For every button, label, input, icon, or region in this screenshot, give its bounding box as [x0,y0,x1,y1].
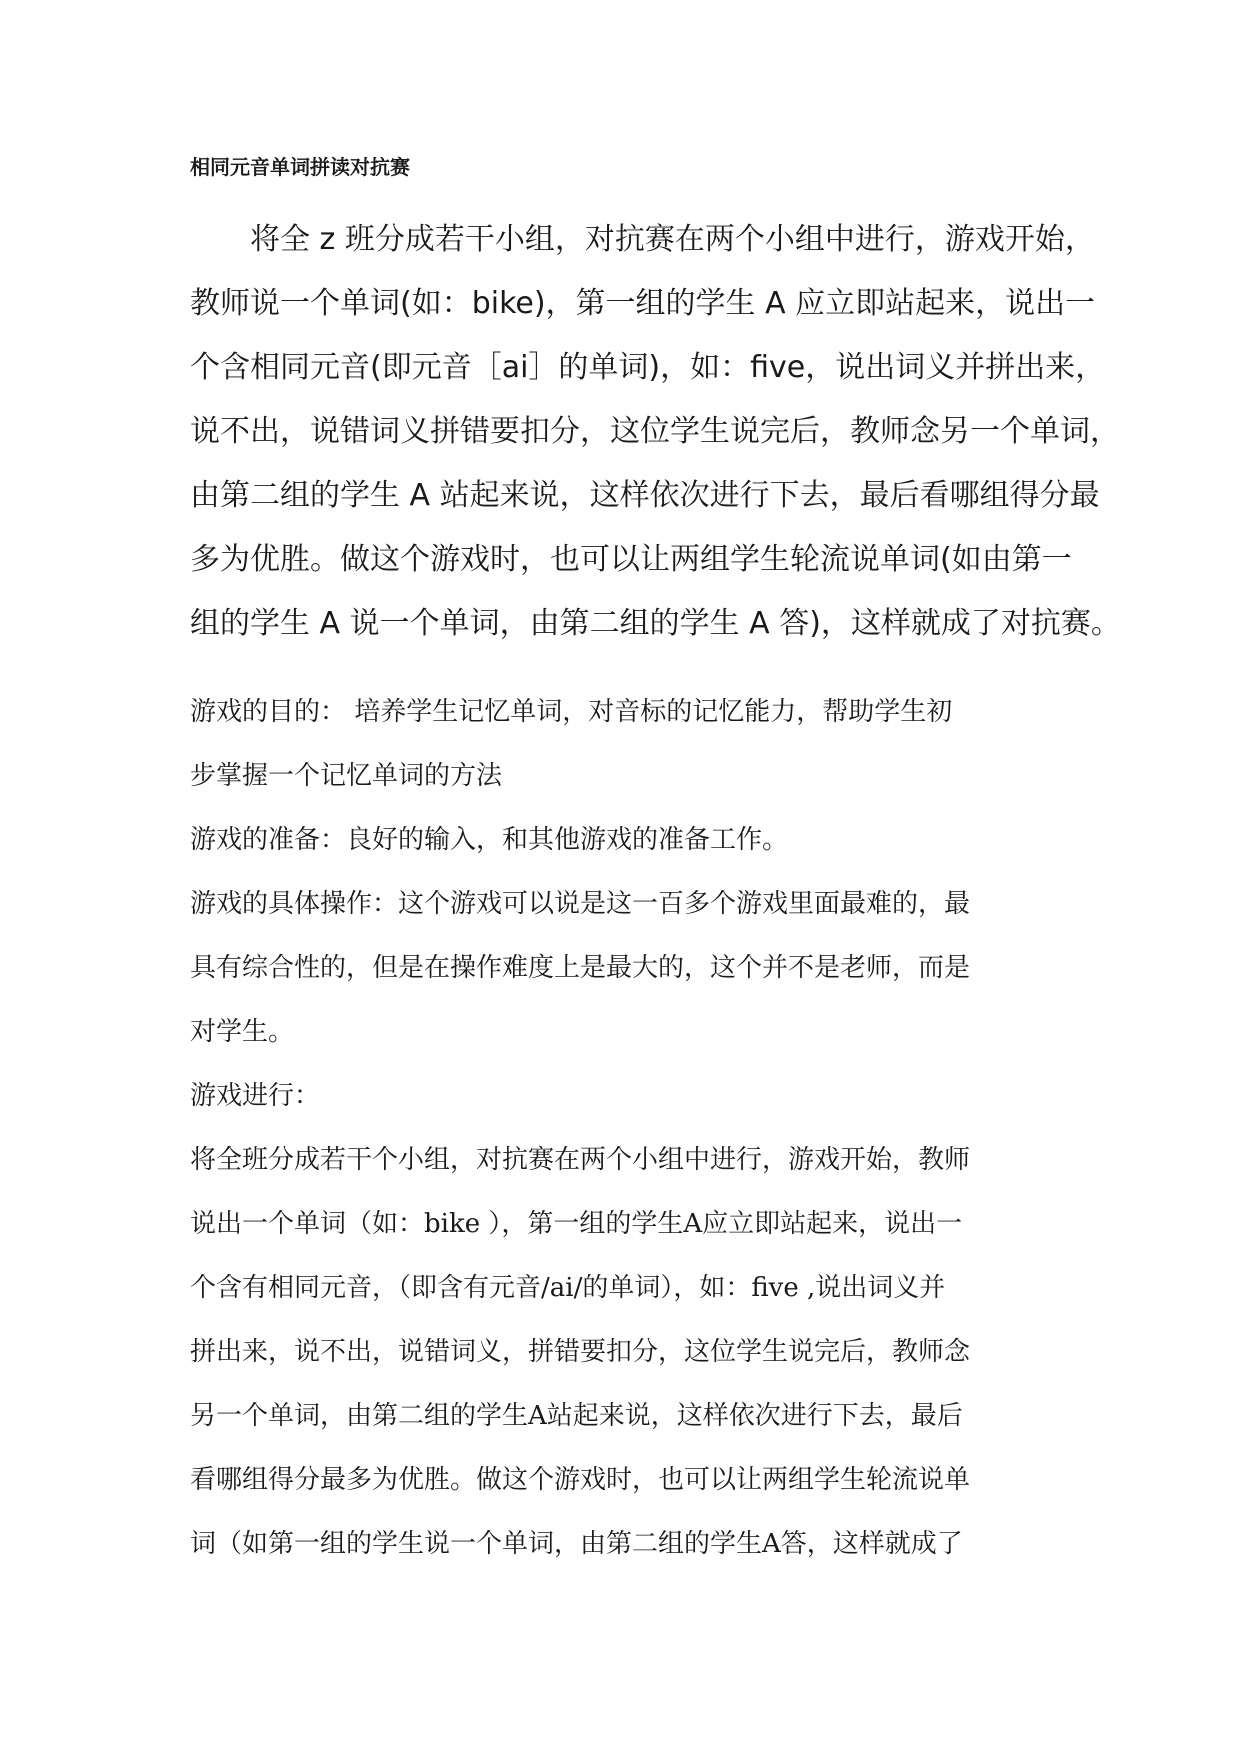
text-line: 词（如第一组的学生说一个单词，由第二组的学生A答，这样就成了 [190,1529,963,1559]
text-line: 个含有相同元音，（即含有元音/ai/的单词），如：five ,说出词义并 [190,1273,946,1303]
text-line: 具有综合性的，但是在操作难度上是最大的，这个并不是老师，而是 [190,953,971,983]
text-line: 多为优胜。做这个游戏时，也可以让两组学生轮流说单词(如由第一 [190,542,1072,577]
text-line: 对学生。 [190,1017,295,1047]
text-line: 由第二组的学生 A 站起来说，这样依次进行下去，最后看哪组得分最 [190,478,1100,513]
text-line: 游戏的目的： 培养学生记忆单词，对音标的记忆能力，帮助学生初 [190,697,953,727]
section-heading-game-run [190,1064,1050,1128]
text-line: 另一个单词，由第二组的学生A站起来说，这样依次进行下去，最后 [190,1401,963,1431]
paragraph-intro [190,208,1121,656]
text-line: 将全班分成若干个小组，对抗赛在两个小组中进行，游戏开始，教师 [190,1145,971,1175]
paragraph-goal [190,680,1050,808]
paragraph-operation [190,872,1050,1064]
text-line: 教师说一个单词(如：bike)，第一组的学生 A 应立即站起来，说出一 [190,286,1096,321]
text-line: 说不出，说错词义拼错要扣分，这位学生说完后，教师念另一个单词， [190,414,1120,449]
paragraph-preparation [190,808,1050,872]
text-line: 将全 z 班分成若干小组，对抗赛在两个小组中进行，游戏开始， [190,222,1095,257]
text-line: 游戏进行： [190,1081,321,1111]
text-line: 说出一个单词（如：bike ），第一组的学生A应立即站起来，说出一 [190,1209,963,1239]
paragraph-game-run [190,1128,1050,1576]
document-title: 相同元音单词拼读对抗赛 [190,155,410,179]
text-line: 看哪组得分最多为优胜。做这个游戏时，也可以让两组学生轮流说单 [190,1465,971,1495]
text-line: 游戏的准备：良好的输入，和其他游戏的准备工作。 [190,825,789,855]
text-line: 游戏的具体操作：这个游戏可以说是这一百多个游戏里面最难的，最 [190,889,971,919]
text-line: 个含相同元音(即元音［ai］的单词)，如：five，说出词义并拼出来， [190,350,1106,385]
text-line: 拼出来，说不出，说错词义，拼错要扣分，这位学生说完后，教师念 [190,1337,971,1367]
text-line: 组的学生 A 说一个单词，由第二组的学生 A 答)，这样就成了对抗赛。 [190,606,1121,641]
text-line: 步掌握一个记忆单词的方法 [190,761,503,791]
